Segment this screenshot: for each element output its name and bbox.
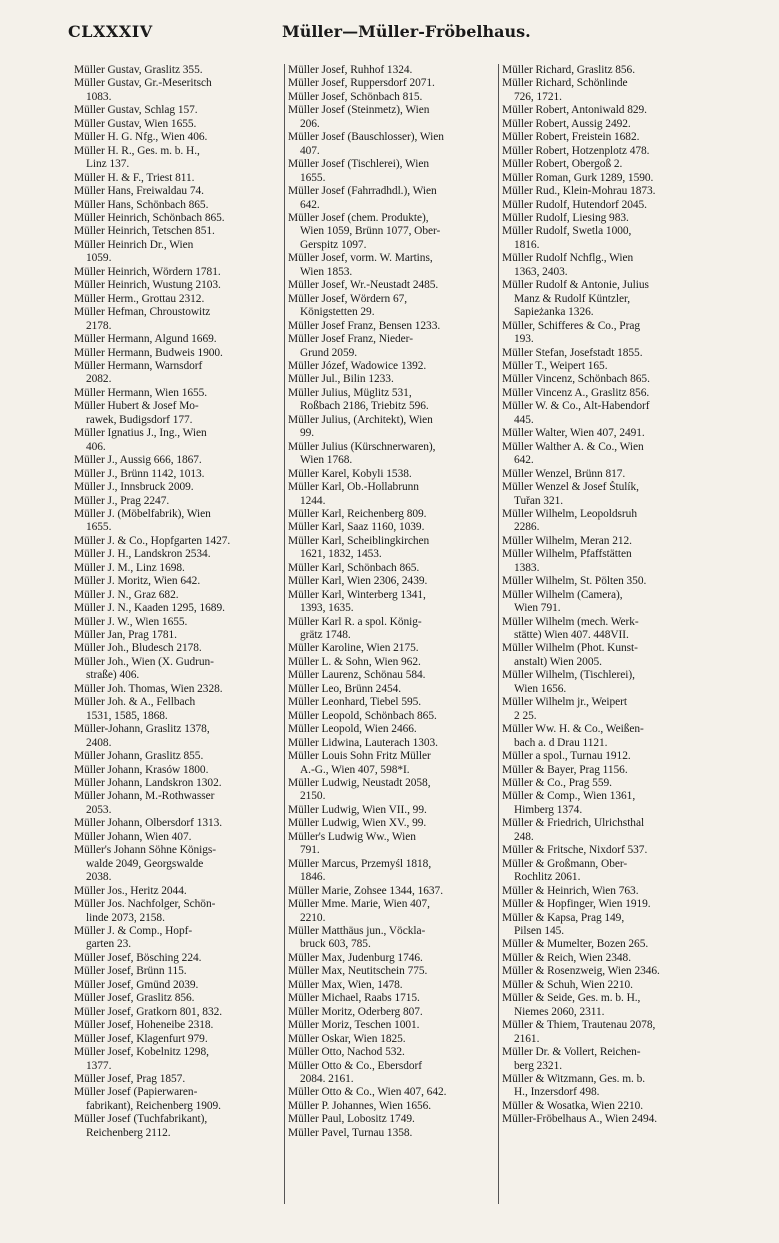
directory-entry: Müller Rudolf & Antonie, Julius bbox=[502, 279, 649, 292]
page-title: Müller—Müller-Fröbelhaus. bbox=[282, 22, 531, 41]
directory-entry: Müller Johann, Krasów 1800. bbox=[74, 763, 209, 776]
entry-continuation: 1363, 2403. bbox=[514, 265, 568, 278]
directory-entry: Müller Laurenz, Schönau 584. bbox=[288, 669, 426, 682]
directory-entry: Müller Heinrich, Wustung 2103. bbox=[74, 279, 221, 292]
directory-entry: Müller Wilhelm (Camera), bbox=[502, 588, 623, 601]
directory-entry: Müller J., Innsbruck 2009. bbox=[74, 481, 194, 494]
directory-entry: Müller Józef, Wadowice 1392. bbox=[288, 359, 427, 372]
column-right bbox=[502, 64, 710, 1214]
directory-entry: Müller & Fritsche, Nixdorf 537. bbox=[502, 844, 648, 857]
entry-continuation: Manz & Rudolf Küntzler, bbox=[514, 292, 631, 305]
directory-entry: Müller J., Aussig 666, 1867. bbox=[74, 454, 202, 467]
entry-continuation: 2286. bbox=[514, 521, 540, 534]
entry-continuation: Wien 791. bbox=[514, 602, 561, 615]
directory-entry: Müller & Friedrich, Ulrichsthal bbox=[502, 817, 645, 830]
entry-continuation: Linz 137. bbox=[86, 158, 130, 171]
directory-entry: Müller Dr. & Vollert, Reichen- bbox=[502, 1046, 641, 1059]
directory-entry: Müller Hermann, Wien 1655. bbox=[74, 386, 208, 399]
directory-entry: Müller Hans, Schönbach 865. bbox=[74, 198, 209, 211]
directory-columns bbox=[70, 64, 710, 1214]
directory-entry: Müller Wilhelm jr., Weipert bbox=[502, 696, 627, 709]
directory-entry: Müller T., Weipert 165. bbox=[502, 359, 608, 372]
directory-entry: Müller Julius, (Architekt), Wien bbox=[288, 413, 433, 426]
directory-entry: Müller Karl, Ob.-Hollabrunn bbox=[288, 481, 419, 494]
directory-entry: Müller Josef, Graslitz 856. bbox=[74, 992, 195, 1005]
directory-entry: Müller Josef, Prag 1857. bbox=[74, 1072, 186, 1085]
entry-continuation: 1816. bbox=[514, 238, 540, 251]
directory-entry: Müller Wilhelm, Leopoldsruh bbox=[502, 507, 637, 520]
directory-entry: Müller-Johann, Graslitz 1378, bbox=[74, 723, 210, 736]
entry-continuation: 642. bbox=[514, 454, 534, 467]
directory-entry: Müller Robert, Antoniwald 829. bbox=[502, 104, 647, 117]
entry-continuation: linde 2073, 2158. bbox=[86, 911, 165, 924]
directory-entry: Müller Mme. Marie, Wien 407, bbox=[288, 898, 430, 911]
directory-entry: Müller Joh., Wien (X. Gudrun- bbox=[74, 655, 214, 668]
entry-continuation: 2210. bbox=[300, 911, 326, 924]
directory-entry: Müller Josef, Brünn 115. bbox=[74, 965, 187, 978]
directory-entry: Müller J. H., Landskron 2534. bbox=[74, 548, 211, 561]
directory-entry: Müller Wilhelm (Phot. Kunst- bbox=[502, 642, 638, 655]
directory-entry: Müller Max, Neutitschein 775. bbox=[288, 965, 428, 978]
entry-continuation: straße) 406. bbox=[86, 669, 140, 682]
directory-entry: Müller Julius, Müglitz 531, bbox=[288, 386, 412, 399]
entry-continuation: Wien 1768. bbox=[300, 454, 353, 467]
directory-entry: Müller J., Prag 2247. bbox=[74, 494, 170, 507]
directory-entry: Müller & Comp., Wien 1361, bbox=[502, 790, 636, 803]
entry-continuation: Wien 1656. bbox=[514, 682, 567, 695]
directory-entry: Müller Oskar, Wien 1825. bbox=[288, 1032, 406, 1045]
entry-continuation: 1621, 1832, 1453. bbox=[300, 548, 382, 561]
directory-entry: Müller J. (Möbelfabrik), Wien bbox=[74, 507, 211, 520]
entry-continuation: 1655. bbox=[300, 171, 326, 184]
directory-entry: Müller & Schuh, Wien 2210. bbox=[502, 978, 633, 991]
entry-continuation: 1655. bbox=[86, 521, 112, 534]
directory-entry: Müller Ww. H. & Co., Weißen- bbox=[502, 723, 644, 736]
directory-entry: Müller Josef (Bauschlosser), Wien bbox=[288, 131, 444, 144]
directory-entry: Müller Otto, Nachod 532. bbox=[288, 1046, 405, 1059]
directory-entry: Müller Joh. & A., Fellbach bbox=[74, 696, 196, 709]
column-divider bbox=[498, 64, 499, 1204]
directory-entry: Müller Johann, Graslitz 855. bbox=[74, 750, 204, 763]
directory-entry: Müller Jul., Bilin 1233. bbox=[288, 373, 394, 386]
directory-entry: Müller L. & Sohn, Wien 962. bbox=[288, 655, 421, 668]
directory-entry: Müller & Großmann, Ober- bbox=[502, 857, 628, 870]
directory-entry: Müller Marie, Zohsee 1344, 1637. bbox=[288, 884, 443, 897]
entry-continuation: 1244. bbox=[300, 494, 326, 507]
directory-entry: Müller Richard, Graslitz 856. bbox=[502, 64, 635, 76]
directory-entry: Müller Josef, Hoheneibe 2318. bbox=[74, 1019, 214, 1032]
entry-continuation: 2038. bbox=[86, 871, 112, 884]
directory-entry: Müller J. Moritz, Wien 642. bbox=[74, 575, 201, 588]
directory-entry: Müller Hefman, Chroustowitz bbox=[74, 306, 211, 319]
page-number: CLXXXIV bbox=[68, 22, 153, 41]
column-divider bbox=[284, 64, 285, 1204]
directory-entry: Müller Wilhelm, (Tischlerei), bbox=[502, 669, 635, 682]
directory-entry: Müller Wilhelm, Pfaffstätten bbox=[502, 548, 632, 561]
directory-entry: Müller Jos., Heritz 2044. bbox=[74, 884, 187, 897]
column-left bbox=[74, 64, 282, 1214]
directory-entry: Müller Moriz, Teschen 1001. bbox=[288, 1019, 420, 1032]
directory-entry: Müller Josef Franz, Nieder- bbox=[288, 333, 413, 346]
directory-entry: Müller Karl, Scheiblingkirchen bbox=[288, 534, 430, 547]
directory-entry: Müller Josef, Gratkorn 801, 832. bbox=[74, 1005, 223, 1018]
directory-entry: Müller Robert, Aussig 2492. bbox=[502, 117, 631, 130]
entry-continuation: Rochlitz 2061. bbox=[514, 871, 581, 884]
directory-entry: Müller Josef (Steinmetz), Wien bbox=[288, 104, 430, 117]
directory-entry: Müller Josef (Tischlerei), Wien bbox=[288, 158, 429, 171]
directory-entry: Müller Rudolf, Swetla 1000, bbox=[502, 225, 632, 238]
directory-entry: Müller Ludwig, Wien XV., 99. bbox=[288, 817, 427, 830]
directory-entry: Müller Josef (Fahrradhdl.), Wien bbox=[288, 185, 437, 198]
directory-entry: Müller Rudolf Nchflg., Wien bbox=[502, 252, 634, 265]
entry-continuation: anstalt) Wien 2005. bbox=[514, 655, 602, 668]
directory-entry: Müller Joh., Bludesch 2178. bbox=[74, 642, 202, 655]
directory-entry: Müller Heinrich Dr., Wien bbox=[74, 238, 194, 251]
entry-continuation: garten 23. bbox=[86, 938, 132, 951]
directory-entry: Müller Gustav, Gr.-Meseritsch bbox=[74, 77, 212, 90]
directory-entry: Müller, Schifferes & Co., Prag bbox=[502, 319, 640, 332]
directory-entry: Müller Karl, Wien 2306, 2439. bbox=[288, 575, 428, 588]
entry-continuation: berg 2321. bbox=[514, 1059, 563, 1072]
directory-entry: Müller Karl, Schönbach 865. bbox=[288, 561, 420, 574]
directory-entry: Müller Karl R. a spol. König- bbox=[288, 615, 422, 628]
directory-entry: Müller Michael, Raabs 1715. bbox=[288, 992, 420, 1005]
directory-entry: Müller J. W., Wien 1655. bbox=[74, 615, 188, 628]
entry-continuation: fabrikant), Reichenberg 1909. bbox=[86, 1099, 221, 1112]
directory-entry: Müller Karl, Saaz 1160, 1039. bbox=[288, 521, 425, 534]
directory-entry: Müller & Bayer, Prag 1156. bbox=[502, 763, 628, 776]
directory-entry: Müller Josef (Tuchfabrikant), bbox=[74, 1113, 208, 1126]
directory-entry: Müller Josef Franz, Bensen 1233. bbox=[288, 319, 441, 332]
entry-continuation: 2084. 2161. bbox=[300, 1072, 354, 1085]
directory-entry: Müller Hermann, Budweis 1900. bbox=[74, 346, 223, 359]
directory-entry: Müller Roman, Gurk 1289, 1590. bbox=[502, 171, 654, 184]
directory-entry: Müller Vincenz, Schönbach 865. bbox=[502, 373, 650, 386]
entry-continuation: walde 2049, Georgswalde bbox=[86, 857, 204, 870]
directory-entry: Müller Heinrich, Schönbach 865. bbox=[74, 211, 225, 224]
directory-entry: Müller W. & Co., Alt-Habendorf bbox=[502, 400, 650, 413]
entry-continuation: 791. bbox=[300, 844, 320, 857]
directory-entry: Müller Max, Wien, 1478. bbox=[288, 978, 403, 991]
directory-entry: Müller Rudolf, Hutendorf 2045. bbox=[502, 198, 647, 211]
entry-continuation: 2082. bbox=[86, 373, 112, 386]
directory-entry: Müller Josef, Ruhhof 1324. bbox=[288, 64, 413, 76]
entry-continuation: 2161. bbox=[514, 1032, 540, 1045]
directory-entry: Müller Wilhelm, St. Pölten 350. bbox=[502, 575, 647, 588]
directory-entry: Müller Matthäus jun., Vöckla- bbox=[288, 925, 426, 937]
directory-entry: Müller Paul, Lobositz 1749. bbox=[288, 1113, 415, 1126]
directory-entry: Müller Wenzel, Brünn 817. bbox=[502, 467, 626, 480]
directory-entry: Müller Heinrich, Wördern 1781. bbox=[74, 265, 221, 278]
entry-continuation: 206. bbox=[300, 117, 320, 130]
entry-continuation: 1846. bbox=[300, 871, 326, 884]
entry-continuation: 726, 1721. bbox=[514, 90, 562, 103]
entry-continuation: stätte) Wien 407. 448VII. bbox=[514, 629, 629, 642]
directory-entry: Müller Otto & Co., Wien 407, 642. bbox=[288, 1086, 447, 1099]
directory-entry: Müller-Fröbelhaus A., Wien 2494. bbox=[502, 1113, 658, 1126]
entry-continuation: bruck 603, 785. bbox=[300, 938, 371, 951]
directory-entry: Müller H. G. Nfg., Wien 406. bbox=[74, 131, 208, 144]
directory-entry: Müller Otto & Co., Ebersdorf bbox=[288, 1059, 423, 1072]
directory-entry: Müller's Johann Söhne Königs- bbox=[74, 844, 217, 857]
directory-entry: Müller Julius (Kürschnerwaren), bbox=[288, 440, 436, 453]
directory-entry: Müller Ludwig, Wien VII., 99. bbox=[288, 803, 427, 816]
directory-entry: Müller Johann, M.-Rothwasser bbox=[74, 790, 215, 803]
directory-entry: Müller Josef, Ruppersdorf 2071. bbox=[288, 77, 435, 90]
directory-entry: Müller J. & Co., Hopfgarten 1427. bbox=[74, 534, 231, 547]
directory-entry: Müller Josef, vorm. W. Martins, bbox=[288, 252, 433, 265]
entry-continuation: 407. bbox=[300, 144, 320, 157]
entry-continuation: 1377. bbox=[86, 1059, 112, 1072]
entry-continuation: H., Inzersdorf 498. bbox=[514, 1086, 600, 1099]
directory-entry: Müller Moritz, Oderberg 807. bbox=[288, 1005, 423, 1018]
directory-entry: Müller J. & Comp., Hopf- bbox=[74, 925, 193, 937]
directory-entry: Müller & Reich, Wien 2348. bbox=[502, 951, 632, 964]
entry-continuation: 99. bbox=[300, 427, 315, 440]
entry-continuation: Sapieżanka 1326. bbox=[514, 306, 594, 319]
page-header bbox=[60, 22, 700, 48]
directory-entry: Müller & Kapsa, Prag 149, bbox=[502, 911, 625, 924]
column-middle bbox=[288, 64, 496, 1214]
directory-entry: Müller Marcus, Przemyśl 1818, bbox=[288, 857, 432, 870]
directory-entry: Müller Wilhelm (mech. Werk- bbox=[502, 615, 639, 628]
entry-continuation: Wien 1059, Brünn 1077, Ober- bbox=[300, 225, 441, 238]
directory-entry: Müller Louis Sohn Fritz Müller bbox=[288, 750, 431, 763]
directory-entry: Müller Josef (chem. Produkte), bbox=[288, 211, 429, 224]
directory-entry: Müller Josef, Wr.-Neustadt 2485. bbox=[288, 279, 439, 292]
entry-continuation: 2150. bbox=[300, 790, 326, 803]
directory-entry: Müller & Mumelter, Bozen 265. bbox=[502, 938, 649, 951]
entry-continuation: 1383. bbox=[514, 561, 540, 574]
directory-entry: Müller Hans, Freiwaldau 74. bbox=[74, 185, 204, 198]
directory-entry: Müller & Seide, Ges. m. b. H., bbox=[502, 992, 641, 1005]
directory-entry: Müller & Hopfinger, Wien 1919. bbox=[502, 898, 651, 911]
entry-continuation: rawek, Budigsdorf 177. bbox=[86, 413, 193, 426]
directory-entry: Müller Jos. Nachfolger, Schön- bbox=[74, 898, 216, 911]
directory-entry: Müller's Ludwig Ww., Wien bbox=[288, 830, 416, 843]
entry-continuation: 1393, 1635. bbox=[300, 602, 354, 615]
directory-entry: Müller J. N., Graz 682. bbox=[74, 588, 179, 601]
directory-entry: Müller Josef, Gmünd 2039. bbox=[74, 978, 199, 991]
directory-entry: Müller H. R., Ges. m. b. H., bbox=[74, 144, 200, 157]
entry-continuation: Reichenberg 2112. bbox=[86, 1126, 171, 1139]
directory-entry: Müller Leonhard, Tiebel 595. bbox=[288, 696, 422, 709]
directory-entry: Müller Josef, Kobelnitz 1298, bbox=[74, 1046, 209, 1059]
directory-entry: Müller Gustav, Wien 1655. bbox=[74, 117, 197, 130]
entry-continuation: 1531, 1585, 1868. bbox=[86, 709, 168, 722]
directory-entry: Müller Gustav, Schlag 157. bbox=[74, 104, 198, 117]
directory-entry: Müller & Witzmann, Ges. m. b. bbox=[502, 1072, 646, 1085]
directory-entry: Müller Lidwina, Lauterach 1303. bbox=[288, 736, 438, 749]
directory-entry: Müller P. Johannes, Wien 1656. bbox=[288, 1099, 432, 1112]
directory-entry: Müller Johann, Landskron 1302. bbox=[74, 777, 222, 790]
entry-continuation: Tuřan 321. bbox=[514, 494, 564, 507]
directory-entry: Müller Johann, Olbersdorf 1313. bbox=[74, 817, 223, 830]
directory-entry: Müller Josef (Papierwaren- bbox=[74, 1086, 198, 1099]
directory-entry: Müller Rud., Klein-Mohrau 1873. bbox=[502, 185, 656, 198]
entry-continuation: 2178. bbox=[86, 319, 112, 332]
directory-entry: Müller Robert, Hotzenplotz 478. bbox=[502, 144, 650, 157]
entry-continuation: Niemes 2060, 2311. bbox=[514, 1005, 605, 1018]
entry-continuation: A.-G., Wien 407, 598*I. bbox=[300, 763, 410, 776]
entry-continuation: Königstetten 29. bbox=[300, 306, 375, 319]
directory-entry: Müller Joh. Thomas, Wien 2328. bbox=[74, 682, 223, 695]
entry-continuation: 2 25. bbox=[514, 709, 537, 722]
directory-entry: Müller Stefan, Josefstadt 1855. bbox=[502, 346, 643, 359]
directory-entry: Müller & Heinrich, Wien 763. bbox=[502, 884, 639, 897]
directory-entry: Müller Wilhelm, Meran 212. bbox=[502, 534, 632, 547]
directory-entry: Müller Karl, Reichenberg 809. bbox=[288, 507, 427, 520]
entry-continuation: Gerspitz 1097. bbox=[300, 238, 367, 251]
directory-entry: Müller Robert, Freistein 1682. bbox=[502, 131, 640, 144]
directory-entry: Müller Josef, Klagenfurt 979. bbox=[74, 1032, 208, 1045]
directory-entry: Müller J., Brünn 1142, 1013. bbox=[74, 467, 205, 480]
directory-entry: Müller Pavel, Turnau 1358. bbox=[288, 1126, 413, 1139]
directory-entry: Müller Jan, Prag 1781. bbox=[74, 629, 177, 642]
directory-entry: Müller J. N., Kaaden 1295, 1689. bbox=[74, 602, 225, 615]
directory-entry: Müller Karl, Winterberg 1341, bbox=[288, 588, 426, 601]
directory-entry: Müller Karel, Kobyli 1538. bbox=[288, 467, 412, 480]
entry-continuation: Grund 2059. bbox=[300, 346, 358, 359]
directory-entry: Müller Johann, Wien 407. bbox=[74, 830, 192, 843]
directory-entry: Müller & Co., Prag 559. bbox=[502, 777, 612, 790]
directory-entry: Müller Ludwig, Neustadt 2058, bbox=[288, 777, 431, 790]
entry-continuation: Roßbach 2186, Triebitz 596. bbox=[300, 400, 429, 413]
entry-continuation: 642. bbox=[300, 198, 320, 211]
directory-entry: Müller Walther A. & Co., Wien bbox=[502, 440, 644, 453]
directory-entry: Müller Hermann, Algund 1669. bbox=[74, 333, 217, 346]
directory-entry: Müller a spol., Turnau 1912. bbox=[502, 750, 631, 763]
entry-continuation: 193. bbox=[514, 333, 534, 346]
directory-entry: Müller Josef, Schönbach 815. bbox=[288, 90, 423, 103]
directory-entry: Müller Leo, Brünn 2454. bbox=[288, 682, 402, 695]
directory-entry: Müller J. M., Linz 1698. bbox=[74, 561, 185, 574]
directory-entry: Müller Wenzel & Josef Štulík, bbox=[502, 481, 639, 494]
directory-entry: Müller Leopold, Wien 2466. bbox=[288, 723, 417, 736]
directory-entry: Müller & Rosenzweig, Wien 2346. bbox=[502, 965, 660, 978]
directory-entry: Müller Vincenz A., Graslitz 856. bbox=[502, 386, 650, 399]
directory-entry: Müller Heinrich, Tetschen 851. bbox=[74, 225, 215, 238]
directory-entry: Müller Ignatius J., Ing., Wien bbox=[74, 427, 207, 440]
directory-entry: Müller Rudolf, Liesing 983. bbox=[502, 211, 629, 224]
directory-entry: Müller H. & F., Triest 811. bbox=[74, 171, 195, 184]
directory-entry: Müller Gustav, Graslitz 355. bbox=[74, 64, 203, 76]
directory-entry: Müller Herm., Grottau 2312. bbox=[74, 292, 205, 305]
entry-continuation: bach a. d Drau 1121. bbox=[514, 736, 608, 749]
directory-entry: Müller & Wosatka, Wien 2210. bbox=[502, 1099, 644, 1112]
directory-entry: Müller Hermann, Warnsdorf bbox=[74, 359, 203, 372]
entry-continuation: 2408. bbox=[86, 736, 112, 749]
entry-continuation: grätz 1748. bbox=[300, 629, 351, 642]
entry-continuation: Wien 1853. bbox=[300, 265, 353, 278]
entry-continuation: 445. bbox=[514, 413, 534, 426]
directory-entry: Müller Max, Judenburg 1746. bbox=[288, 951, 423, 964]
entry-continuation: Pilsen 145. bbox=[514, 925, 565, 937]
entry-continuation: 1059. bbox=[86, 252, 112, 265]
entry-continuation: Himberg 1374. bbox=[514, 803, 583, 816]
directory-entry: Müller Richard, Schönlinde bbox=[502, 77, 628, 90]
directory-entry: Müller Josef, Wördern 67, bbox=[288, 292, 408, 305]
entry-continuation: 248. bbox=[514, 830, 534, 843]
directory-entry: Müller Karoline, Wien 2175. bbox=[288, 642, 419, 655]
directory-entry: Müller Hubert & Josef Mo- bbox=[74, 400, 199, 413]
entry-continuation: 406. bbox=[86, 440, 106, 453]
entry-continuation: 1083. bbox=[86, 90, 112, 103]
entry-continuation: 2053. bbox=[86, 803, 112, 816]
directory-entry: Müller Walter, Wien 407, 2491. bbox=[502, 427, 645, 440]
directory-entry: Müller & Thiem, Trautenau 2078, bbox=[502, 1019, 656, 1032]
directory-entry: Müller Josef, Bösching 224. bbox=[74, 951, 202, 964]
directory-entry: Müller Leopold, Schönbach 865. bbox=[288, 709, 437, 722]
directory-entry: Müller Robert, Obergoß 2. bbox=[502, 158, 623, 171]
